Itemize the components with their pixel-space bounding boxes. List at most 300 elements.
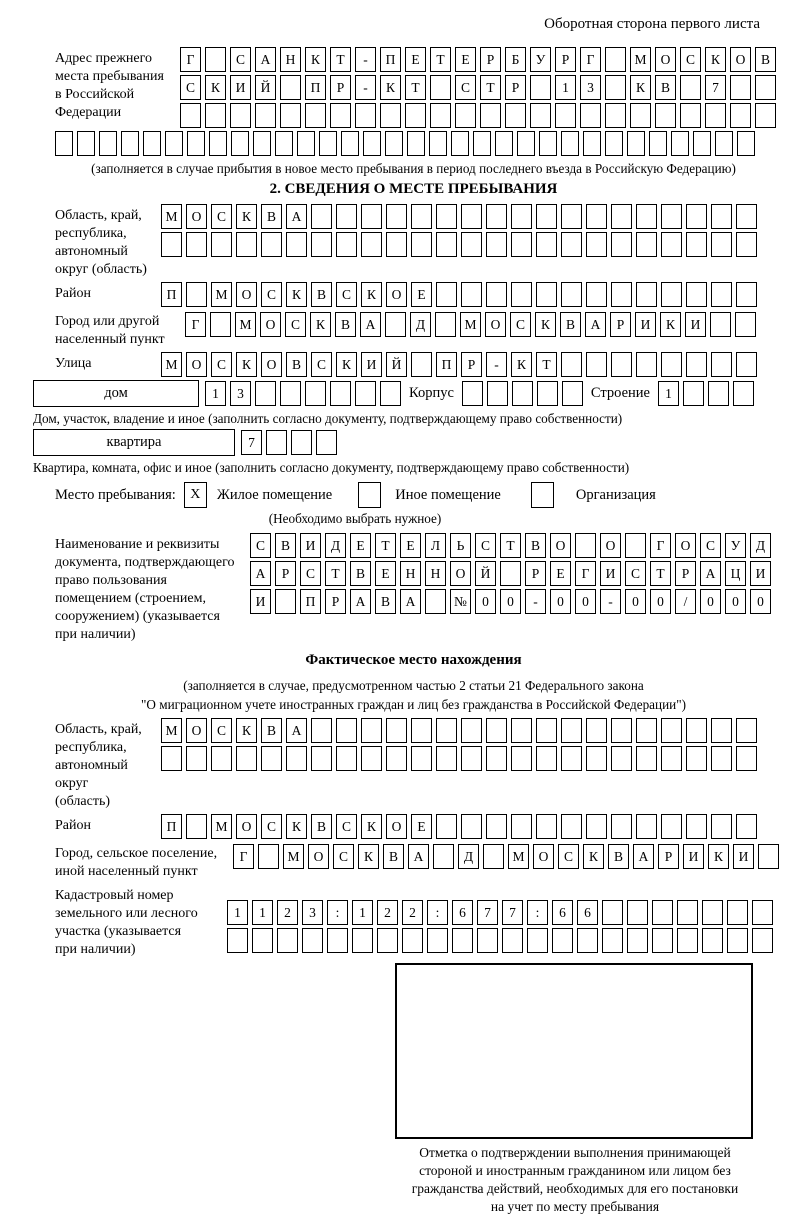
mesto-label: Место пребывания: <box>55 486 176 503</box>
char-cell: В <box>655 75 676 100</box>
char-cell <box>686 746 707 771</box>
char-cell: У <box>530 47 551 72</box>
char-cell <box>473 131 491 156</box>
char-cell <box>752 900 773 925</box>
char-cell <box>683 381 704 406</box>
char-cell <box>677 900 698 925</box>
char-cell: Д <box>325 533 346 558</box>
char-cell: К <box>708 844 729 869</box>
fact-title: Фактическое место нахождения <box>305 652 522 668</box>
char-cell <box>355 381 376 406</box>
char-cell: 3 <box>230 381 251 406</box>
char-cell: Т <box>375 533 396 558</box>
char-cell <box>280 103 301 128</box>
char-cell: Г <box>575 561 596 586</box>
oblast-row-2 <box>161 232 757 257</box>
char-cell <box>652 900 673 925</box>
char-cell <box>561 814 582 839</box>
char-cell: Е <box>411 814 432 839</box>
char-cell: К <box>205 75 226 100</box>
char-cell <box>77 131 95 156</box>
char-cell <box>266 430 287 455</box>
char-cell: 1 <box>227 900 248 925</box>
checkbox-inoe <box>358 482 381 508</box>
char-cell <box>536 746 557 771</box>
char-cell: К <box>630 75 651 100</box>
gorod-row <box>185 312 756 337</box>
char-cell <box>586 718 607 743</box>
char-cell: С <box>261 814 282 839</box>
char-cell: С <box>558 844 579 869</box>
char-cell: Г <box>180 47 201 72</box>
prev-address-row-2 <box>180 75 776 100</box>
option-label-inoe: Иное помещение <box>395 486 501 503</box>
char-cell <box>636 232 657 257</box>
label-line: право пользования <box>55 573 167 588</box>
char-cell <box>487 381 508 406</box>
char-cell <box>451 131 469 156</box>
char-cell <box>736 352 757 377</box>
char-cell <box>680 103 701 128</box>
char-cell <box>377 928 398 953</box>
char-cell <box>430 75 451 100</box>
char-cell <box>286 746 307 771</box>
char-cell <box>505 103 526 128</box>
char-cell <box>210 312 231 337</box>
char-cell <box>736 282 757 307</box>
char-cell: М <box>235 312 256 337</box>
char-cell: А <box>286 718 307 743</box>
char-cell <box>330 381 351 406</box>
char-cell: А <box>255 47 276 72</box>
char-cell <box>336 718 357 743</box>
char-cell <box>555 103 576 128</box>
char-cell: - <box>525 589 546 614</box>
char-cell <box>580 103 601 128</box>
char-cell: А <box>700 561 721 586</box>
char-cell <box>461 282 482 307</box>
char-cell: К <box>583 844 604 869</box>
char-cell <box>511 204 532 229</box>
char-cell <box>686 232 707 257</box>
char-cell <box>433 844 454 869</box>
label-line: земельного или лесного <box>55 906 198 921</box>
char-cell <box>286 232 307 257</box>
char-cell <box>561 352 582 377</box>
char-cell: О <box>675 533 696 558</box>
char-cell: 0 <box>575 589 596 614</box>
char-cell: И <box>600 561 621 586</box>
char-cell: С <box>336 282 357 307</box>
char-cell: О <box>600 533 621 558</box>
char-cell <box>636 352 657 377</box>
doc-row-1 <box>250 533 771 558</box>
char-cell <box>611 352 632 377</box>
caption-line: Отметка о подтверждении выполнения принимающей <box>419 1145 731 1160</box>
char-cell: В <box>350 561 371 586</box>
char-cell: С <box>211 204 232 229</box>
checkbox-org <box>531 482 554 508</box>
char-cell <box>605 47 626 72</box>
char-cell <box>255 103 276 128</box>
char-cell <box>736 718 757 743</box>
fact-oblast-row-1 <box>161 718 757 743</box>
char-cell: Г <box>233 844 254 869</box>
char-cell <box>711 232 732 257</box>
char-cell <box>427 928 448 953</box>
char-cell <box>411 746 432 771</box>
char-cell <box>611 718 632 743</box>
char-cell <box>386 204 407 229</box>
label-line: помещением (строением, <box>55 591 206 606</box>
char-cell: К <box>361 814 382 839</box>
char-cell <box>502 928 523 953</box>
char-cell <box>477 928 498 953</box>
char-cell <box>436 746 457 771</box>
raion-block <box>55 282 772 307</box>
char-cell: А <box>350 589 371 614</box>
char-cell: 1 <box>658 381 679 406</box>
char-cell <box>311 718 332 743</box>
char-cell <box>209 131 227 156</box>
char-cell <box>275 131 293 156</box>
char-cell <box>693 131 711 156</box>
char-cell <box>636 282 657 307</box>
char-cell <box>336 232 357 257</box>
label-line: при наличии) <box>55 942 136 957</box>
char-cell: Р <box>675 561 696 586</box>
kvartira-row <box>33 429 772 456</box>
char-cell: Ц <box>725 561 746 586</box>
char-cell: О <box>533 844 554 869</box>
char-cell <box>711 282 732 307</box>
char-cell: Й <box>475 561 496 586</box>
char-cell: М <box>211 282 232 307</box>
char-cell <box>305 103 326 128</box>
char-cell <box>511 232 532 257</box>
char-cell <box>586 232 607 257</box>
char-cell: О <box>186 718 207 743</box>
char-cell: 0 <box>500 589 521 614</box>
caption-line: на учет по месту пребывания <box>490 1199 660 1214</box>
caption-line: стороной и иностранным гражданином или лицом без <box>419 1163 731 1178</box>
char-cell: К <box>705 47 726 72</box>
char-cell <box>512 381 533 406</box>
char-cell <box>586 204 607 229</box>
char-cell: Е <box>375 561 396 586</box>
char-cell: Е <box>350 533 371 558</box>
label-line: автономный округ <box>55 758 128 791</box>
kvartira-note: Квартира, комната, офис и иное (заполнить согласно документу, подтверждающему право собственности) <box>33 460 630 475</box>
char-cell: С <box>211 718 232 743</box>
char-cell <box>711 746 732 771</box>
prev-address-note: (заполняется в случае прибытия в новое место пребывания в период последнего въезда в Российскую Федерацию) <box>91 161 736 176</box>
char-cell: А <box>250 561 271 586</box>
char-cell <box>611 232 632 257</box>
doc-row-2 <box>250 561 771 586</box>
doc-block <box>55 533 772 644</box>
char-cell: Р <box>275 561 296 586</box>
char-cell <box>561 204 582 229</box>
char-cell: К <box>305 47 326 72</box>
char-cell <box>586 746 607 771</box>
char-cell <box>649 131 667 156</box>
char-cell: П <box>305 75 326 100</box>
char-cell <box>583 131 601 156</box>
char-cell: 0 <box>725 589 746 614</box>
char-cell <box>205 103 226 128</box>
char-cell <box>730 75 751 100</box>
stroenie-cells <box>658 381 754 406</box>
char-cell: Ь <box>450 533 471 558</box>
char-cell <box>686 282 707 307</box>
char-cell <box>702 900 723 925</box>
fact-oblast-block <box>55 718 772 811</box>
char-cell <box>752 928 773 953</box>
char-cell: С <box>250 533 271 558</box>
char-cell <box>611 814 632 839</box>
char-cell <box>236 232 257 257</box>
label-line: Область, край, <box>55 722 142 737</box>
char-cell <box>380 381 401 406</box>
char-cell <box>386 718 407 743</box>
char-cell: Р <box>330 75 351 100</box>
doc-label <box>55 533 250 644</box>
char-cell: О <box>186 204 207 229</box>
char-cell <box>755 75 776 100</box>
char-cell <box>661 352 682 377</box>
stamp-box <box>395 963 753 1139</box>
char-cell: В <box>335 312 356 337</box>
char-cell: 1 <box>205 381 226 406</box>
label-line: Федерации <box>55 105 122 120</box>
char-cell: К <box>286 282 307 307</box>
char-cell <box>561 718 582 743</box>
char-cell <box>186 746 207 771</box>
char-cell <box>686 204 707 229</box>
char-cell <box>455 103 476 128</box>
char-cell: С <box>180 75 201 100</box>
label-line: Город или другой <box>55 314 160 329</box>
char-cell <box>702 928 723 953</box>
char-cell <box>727 900 748 925</box>
gorod-label <box>55 310 185 349</box>
char-cell: С <box>336 814 357 839</box>
label-line: республика, <box>55 740 127 755</box>
char-cell: 0 <box>650 589 671 614</box>
char-cell <box>186 814 207 839</box>
char-cell: Т <box>405 75 426 100</box>
char-cell: А <box>400 589 421 614</box>
char-cell <box>511 718 532 743</box>
char-cell <box>536 814 557 839</box>
char-cell <box>386 746 407 771</box>
char-cell: П <box>161 282 182 307</box>
char-cell <box>627 928 648 953</box>
char-cell: О <box>730 47 751 72</box>
fact-note-1: (заполняется в случае, предусмотренном частью 2 статьи 21 Федерального закона <box>183 678 644 693</box>
char-cell: П <box>436 352 457 377</box>
char-cell <box>436 204 457 229</box>
char-cell <box>661 282 682 307</box>
char-cell <box>561 131 579 156</box>
char-cell: М <box>161 352 182 377</box>
char-cell: Р <box>480 47 501 72</box>
char-cell <box>355 103 376 128</box>
char-cell: С <box>285 312 306 337</box>
char-cell <box>291 430 312 455</box>
char-cell <box>602 900 623 925</box>
char-cell: Н <box>400 561 421 586</box>
char-cell <box>536 232 557 257</box>
char-cell <box>636 204 657 229</box>
kadastr-row-2 <box>227 928 773 953</box>
char-cell: С <box>211 352 232 377</box>
char-cell <box>517 131 535 156</box>
char-cell: Е <box>455 47 476 72</box>
char-cell: В <box>286 352 307 377</box>
char-cell: П <box>300 589 321 614</box>
char-cell <box>280 381 301 406</box>
char-cell <box>500 561 521 586</box>
mesto-note: (Необходимо выбрать нужное) <box>268 511 442 526</box>
char-cell <box>655 103 676 128</box>
char-cell <box>252 928 273 953</box>
fact-gorod-label <box>55 842 233 881</box>
char-cell: В <box>755 47 776 72</box>
char-cell <box>402 928 423 953</box>
kvartira-cells <box>241 430 337 455</box>
prev-address-row-4 <box>55 131 772 156</box>
label-line: республика, <box>55 226 127 241</box>
char-cell <box>661 814 682 839</box>
char-cell: № <box>450 589 471 614</box>
char-cell: К <box>380 75 401 100</box>
char-cell: В <box>275 533 296 558</box>
char-cell: О <box>308 844 329 869</box>
char-cell: Т <box>536 352 557 377</box>
char-cell <box>99 131 117 156</box>
char-cell: В <box>311 282 332 307</box>
char-cell <box>430 103 451 128</box>
fact-raion-row <box>161 814 757 839</box>
char-cell <box>336 204 357 229</box>
char-cell <box>661 718 682 743</box>
char-cell <box>686 352 707 377</box>
char-cell: Р <box>658 844 679 869</box>
oblast-label <box>55 204 161 279</box>
label-line: в Российской <box>55 87 135 102</box>
char-cell <box>341 131 359 156</box>
dom-row <box>33 380 772 407</box>
char-cell <box>280 75 301 100</box>
label-line: участка (указывается <box>55 924 182 939</box>
doc-row-3 <box>250 589 771 614</box>
fact-gorod-row <box>233 844 779 869</box>
char-cell <box>736 232 757 257</box>
char-cell: М <box>161 204 182 229</box>
char-cell <box>486 282 507 307</box>
char-cell: С <box>333 844 354 869</box>
char-cell: Т <box>430 47 451 72</box>
label-line: Адрес прежнего <box>55 51 152 66</box>
char-cell: М <box>211 814 232 839</box>
char-cell <box>361 232 382 257</box>
prev-address-row-1 <box>180 47 776 72</box>
char-cell <box>705 103 726 128</box>
char-cell: 1 <box>352 900 373 925</box>
char-cell <box>161 746 182 771</box>
char-cell <box>627 900 648 925</box>
char-cell <box>462 381 483 406</box>
char-cell <box>636 718 657 743</box>
char-cell <box>736 204 757 229</box>
char-cell <box>411 352 432 377</box>
char-cell: Д <box>750 533 771 558</box>
korpus-label: Корпус <box>409 385 454 401</box>
char-cell: 0 <box>625 589 646 614</box>
char-cell: Р <box>610 312 631 337</box>
char-cell <box>405 103 426 128</box>
fact-note-2: "О миграционном учете иностранных граждан и лиц без гражданства в Российской Федерации") <box>141 697 686 712</box>
char-cell <box>211 232 232 257</box>
label-line: (область) <box>55 794 111 809</box>
char-cell <box>677 928 698 953</box>
char-cell <box>255 381 276 406</box>
char-cell <box>336 746 357 771</box>
char-cell: Р <box>525 561 546 586</box>
char-cell: 0 <box>750 589 771 614</box>
char-cell <box>311 746 332 771</box>
dom-note: Дом, участок, владение и иное (заполнить согласно документу, подтверждающему право собственности) <box>33 411 623 426</box>
char-cell <box>407 131 425 156</box>
char-cell: С <box>300 561 321 586</box>
char-cell <box>305 381 326 406</box>
char-cell <box>737 131 755 156</box>
char-cell <box>611 204 632 229</box>
char-cell: В <box>525 533 546 558</box>
char-cell: М <box>283 844 304 869</box>
char-cell: К <box>286 814 307 839</box>
checkbox-zhiloe: X <box>184 482 207 508</box>
char-cell <box>411 718 432 743</box>
char-cell: П <box>380 47 401 72</box>
label-line: документа, подтверждающего <box>55 555 235 570</box>
label-line: Область, край, <box>55 208 142 223</box>
mesto-row <box>55 482 772 508</box>
char-cell: 3 <box>302 900 323 925</box>
char-cell: - <box>486 352 507 377</box>
char-cell <box>385 312 406 337</box>
char-cell <box>611 282 632 307</box>
char-cell: 0 <box>475 589 496 614</box>
prev-address-block <box>55 47 772 128</box>
ulitsa-label: Улица <box>55 356 92 371</box>
char-cell <box>461 232 482 257</box>
stamp-caption <box>310 1144 800 1216</box>
char-cell: К <box>511 352 532 377</box>
char-cell <box>327 928 348 953</box>
char-cell <box>755 103 776 128</box>
char-cell <box>297 131 315 156</box>
char-cell <box>436 232 457 257</box>
char-cell <box>661 746 682 771</box>
char-cell: 0 <box>700 589 721 614</box>
char-cell <box>486 232 507 257</box>
char-cell <box>652 928 673 953</box>
char-cell <box>735 312 756 337</box>
char-cell: 2 <box>277 900 298 925</box>
